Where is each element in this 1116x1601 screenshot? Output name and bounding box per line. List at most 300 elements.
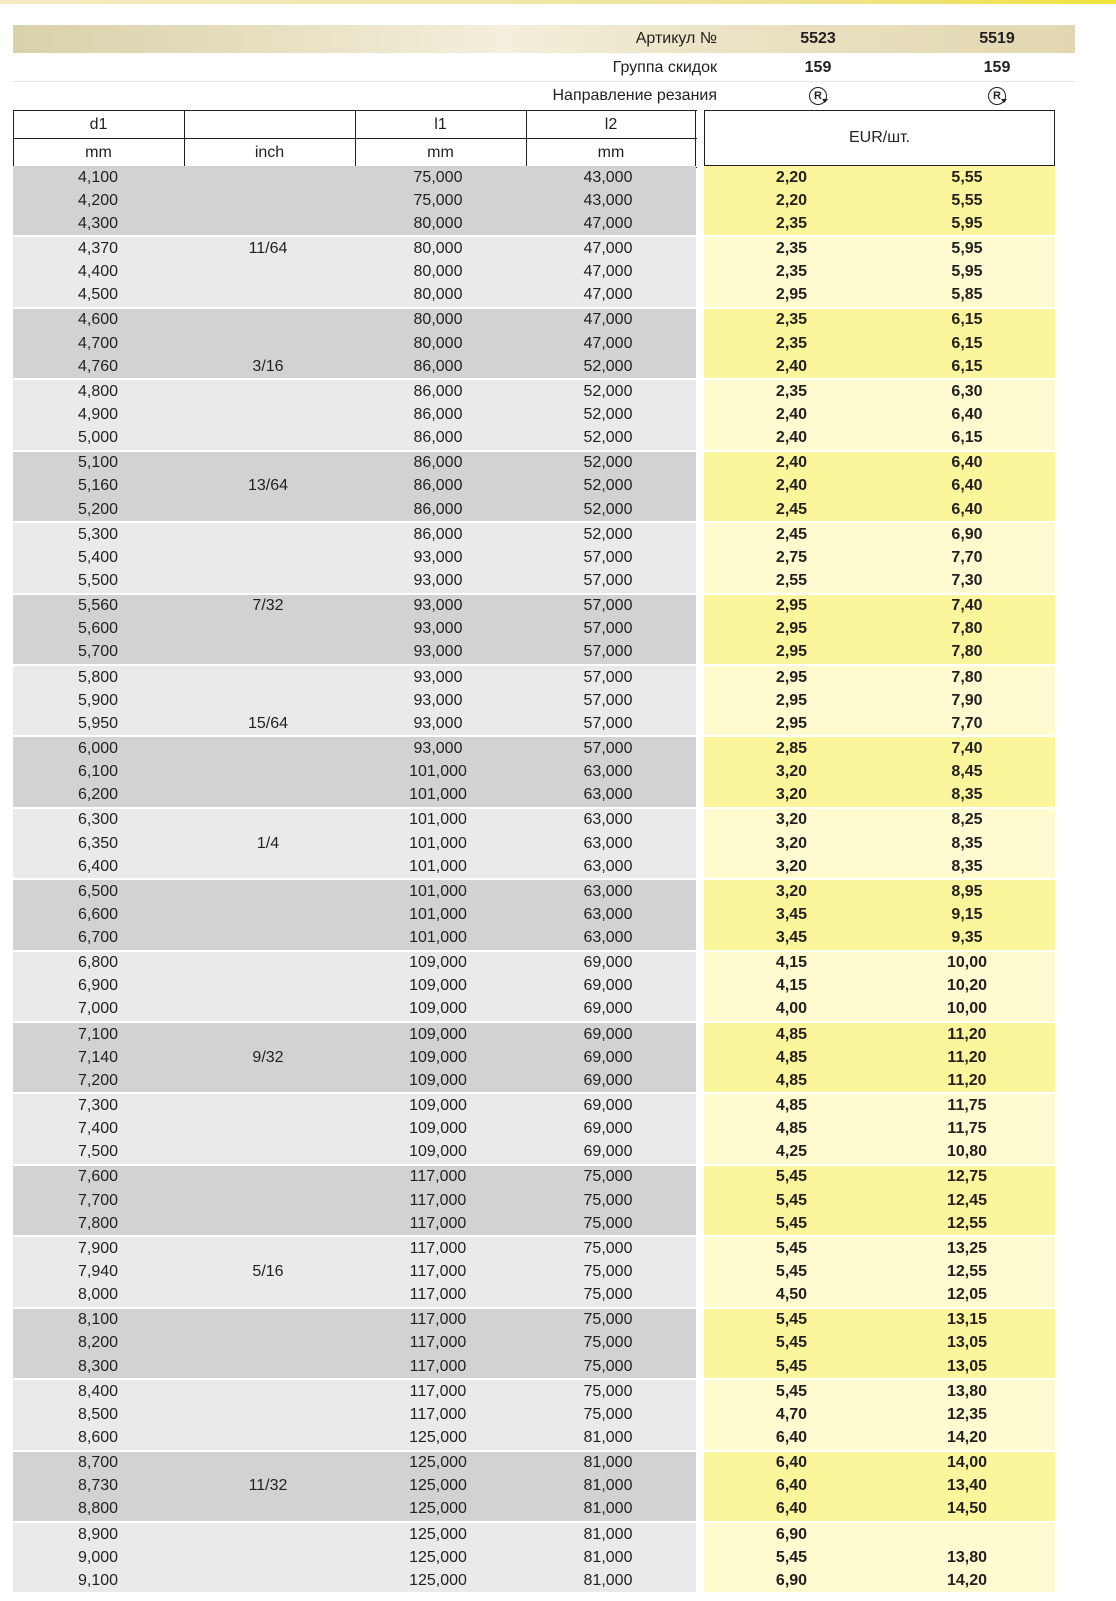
- cell-l2: 57,000: [583, 739, 633, 757]
- cell-l2: 47,000: [583, 286, 633, 304]
- cell-l1: 80,000: [413, 286, 463, 304]
- price-5523: 3,20: [775, 811, 808, 829]
- price-5523: 5,45: [775, 1191, 808, 1209]
- price-row: [704, 1284, 1055, 1307]
- price-5523: 2,35: [775, 382, 808, 400]
- cell-d1: 4,370: [77, 239, 119, 257]
- cell-l2: 69,000: [583, 954, 633, 972]
- cell-l1: 80,000: [413, 214, 463, 232]
- price-5519: 13,05: [946, 1334, 988, 1352]
- cell-d1: 5,700: [77, 643, 119, 661]
- cell-l1: 109,000: [409, 1120, 467, 1138]
- cutting-direction-row: [13, 82, 1075, 109]
- price-5519: 12,45: [946, 1191, 988, 1209]
- price-cells: [704, 1378, 1055, 1449]
- cell-l1: 109,000: [409, 954, 467, 972]
- price-5523: 4,85: [775, 1097, 808, 1115]
- cell-l1: 117,000: [409, 1214, 467, 1232]
- cell-l2: 75,000: [583, 1334, 633, 1352]
- table-row: [13, 1569, 696, 1592]
- price-5519: 12,75: [946, 1168, 988, 1186]
- table-row: [13, 1118, 696, 1141]
- price-5519: 7,70: [951, 548, 983, 566]
- price-5523: 3,20: [775, 786, 808, 804]
- cell-d1: 8,000: [77, 1286, 119, 1304]
- price-5519: 7,40: [951, 597, 983, 615]
- table-row: [13, 1426, 696, 1449]
- price-5523: 4,70: [775, 1405, 808, 1423]
- price-5523: 3,45: [775, 905, 808, 923]
- table-row: [13, 927, 696, 950]
- cell-l2: 75,000: [583, 1239, 633, 1257]
- price-5519: 6,15: [951, 334, 983, 352]
- table-row: [13, 809, 696, 832]
- price-5523: 3,20: [775, 834, 808, 852]
- price-5523: 2,95: [775, 691, 808, 709]
- cell-inch: 3/16: [252, 357, 284, 375]
- price-row: [704, 1237, 1055, 1260]
- cell-l1: 101,000: [409, 882, 467, 900]
- cell-inch: 7/32: [252, 597, 284, 615]
- price-row: [704, 284, 1055, 307]
- cell-l2: 52,000: [583, 429, 633, 447]
- table-row: [13, 1046, 696, 1069]
- cell-l1: 101,000: [409, 929, 467, 947]
- cell-d1: 4,900: [77, 405, 119, 423]
- table-row: [13, 1475, 696, 1498]
- price-5523: 2,40: [775, 405, 808, 423]
- price-5523: 2,95: [775, 620, 808, 638]
- cell-d1: 8,200: [77, 1334, 119, 1352]
- table-row: [13, 855, 696, 878]
- price-5523: 4,50: [775, 1286, 808, 1304]
- cell-l1: 86,000: [413, 477, 463, 495]
- dimension-cells: [13, 521, 696, 592]
- table-row: [13, 1260, 696, 1283]
- cell-l1: 93,000: [413, 548, 463, 566]
- price-5519: 11,75: [947, 1097, 987, 1115]
- cell-l2: 81,000: [583, 1500, 633, 1518]
- price-5519: 7,40: [951, 739, 983, 757]
- cell-d1: 7,400: [77, 1120, 119, 1138]
- table-row: [13, 380, 696, 403]
- price-5523: 2,95: [775, 668, 808, 686]
- dimension-cells: [13, 235, 696, 306]
- cell-d1: 6,500: [77, 882, 119, 900]
- table-row: [13, 355, 696, 378]
- price-5523: 2,55: [775, 571, 808, 589]
- price-5523: 2,95: [775, 286, 808, 304]
- price-5519: 6,40: [951, 500, 983, 518]
- price-row: [704, 784, 1055, 807]
- cell-d1: 6,200: [77, 786, 119, 804]
- price-5523: 6,90: [775, 1525, 808, 1543]
- price-row: [704, 595, 1055, 618]
- dimension-cells: [13, 1450, 696, 1521]
- row-group: [0, 450, 1116, 521]
- cell-l2: 63,000: [583, 834, 633, 852]
- table-row: [13, 761, 696, 784]
- table-row: [13, 1546, 696, 1569]
- col-l1-header: l1: [355, 111, 525, 138]
- price-cells: [704, 1235, 1055, 1306]
- price-row: [704, 1069, 1055, 1092]
- table-row: [13, 1523, 696, 1546]
- price-5523: 5,45: [775, 1214, 808, 1232]
- price-5523: 2,95: [775, 643, 808, 661]
- cell-inch: 9/32: [252, 1048, 284, 1066]
- price-5523: 4,25: [775, 1143, 808, 1161]
- cell-d1: 5,200: [77, 500, 119, 518]
- cell-l2: 81,000: [583, 1454, 633, 1472]
- cell-l2: 43,000: [583, 191, 633, 209]
- cell-l1: 117,000: [409, 1334, 467, 1352]
- article-number-5523: 5523: [800, 30, 836, 47]
- price-5519: 8,35: [951, 786, 983, 804]
- price-cells: [704, 878, 1055, 949]
- cell-l2: 57,000: [583, 714, 633, 732]
- price-row: [704, 403, 1055, 426]
- article-number-5519: 5519: [979, 30, 1015, 47]
- price-5523: 5,45: [775, 1239, 808, 1257]
- price-5523: 2,75: [775, 548, 808, 566]
- price-5519: 13,25: [946, 1239, 988, 1257]
- price-5523: 5,45: [775, 1334, 808, 1352]
- table-row: [13, 1237, 696, 1260]
- cell-l2: 69,000: [583, 1071, 633, 1089]
- table-row: [13, 880, 696, 903]
- table-row: [13, 1189, 696, 1212]
- cell-l1: 117,000: [409, 1168, 467, 1186]
- price-row: [704, 452, 1055, 475]
- table-row: [13, 952, 696, 975]
- table-row: [13, 1284, 696, 1307]
- price-5523: 2,40: [775, 357, 808, 375]
- price-5523: 2,40: [775, 477, 808, 495]
- price-5519: 10,20: [946, 977, 988, 995]
- price-row: [704, 1118, 1055, 1141]
- price-row: [704, 1426, 1055, 1449]
- cell-d1: 4,700: [77, 334, 119, 352]
- discount-group-value-2: 159: [983, 58, 1011, 76]
- cell-l1: 117,000: [409, 1311, 467, 1329]
- price-row: [704, 761, 1055, 784]
- cell-l1: 117,000: [409, 1405, 467, 1423]
- col-l1-unit: mm: [355, 139, 525, 166]
- cell-l2: 52,000: [583, 525, 633, 543]
- dimension-cells: [13, 950, 696, 1021]
- cell-d1: 6,600: [77, 905, 119, 923]
- price-5519: 14,00: [946, 1454, 988, 1472]
- table-row: [13, 1094, 696, 1117]
- dimension-cells: [13, 1307, 696, 1378]
- cell-d1: 7,100: [77, 1025, 119, 1043]
- cell-l2: 75,000: [583, 1191, 633, 1209]
- cell-d1: 7,940: [77, 1263, 119, 1281]
- cell-d1: 5,950: [77, 714, 119, 732]
- cell-d1: 7,800: [77, 1214, 119, 1232]
- cell-l2: 81,000: [583, 1429, 633, 1447]
- cell-d1: 6,000: [77, 739, 119, 757]
- cell-d1: 6,400: [77, 857, 119, 875]
- price-5519: 10,00: [946, 954, 988, 972]
- col-l2-unit: mm: [526, 139, 696, 166]
- price-5523: 3,20: [775, 763, 808, 781]
- cell-d1: 4,100: [77, 168, 119, 186]
- cell-l2: 47,000: [583, 263, 633, 281]
- table-row: [13, 1069, 696, 1092]
- cell-l2: 69,000: [583, 977, 633, 995]
- price-5519: 7,90: [951, 691, 983, 709]
- top-accent-line: [0, 0, 1116, 4]
- dimension-cells: [13, 1021, 696, 1092]
- cell-d1: 8,700: [77, 1454, 119, 1472]
- table-row: [13, 1403, 696, 1426]
- cell-l2: 47,000: [583, 214, 633, 232]
- discount-group-value-1: 159: [804, 58, 832, 76]
- cell-l1: 117,000: [409, 1239, 467, 1257]
- price-5519: 11,75: [947, 1120, 987, 1138]
- price-5523: 2,40: [775, 429, 808, 447]
- cell-l2: 52,000: [583, 405, 633, 423]
- table-row: [13, 903, 696, 926]
- price-cells: [704, 378, 1055, 449]
- cell-d1: 8,900: [77, 1525, 119, 1543]
- table-row: [13, 452, 696, 475]
- table-row: [13, 569, 696, 592]
- discount-group-label: Группа скидок: [612, 58, 717, 76]
- cell-l2: 75,000: [583, 1168, 633, 1186]
- row-group: [0, 166, 1116, 235]
- price-5523: 4,85: [775, 1120, 808, 1138]
- cell-l2: 63,000: [583, 763, 633, 781]
- price-row: [704, 1452, 1055, 1475]
- price-5519: 8,35: [951, 834, 983, 852]
- cell-d1: 4,400: [77, 263, 119, 281]
- price-row: [704, 927, 1055, 950]
- price-5523: 5,45: [775, 1263, 808, 1281]
- table-row: [13, 1380, 696, 1403]
- cell-l1: 117,000: [409, 1263, 467, 1281]
- row-group: [0, 878, 1116, 949]
- cell-l2: 75,000: [583, 1286, 633, 1304]
- cell-d1: 8,800: [77, 1500, 119, 1518]
- row-group: [0, 1521, 1116, 1592]
- price-5523: 2,95: [775, 714, 808, 732]
- col-d1-unit: mm: [13, 139, 183, 166]
- price-5523: 2,35: [775, 239, 808, 257]
- price-row: [704, 1189, 1055, 1212]
- price-5519: 6,40: [951, 454, 983, 472]
- price-5519: 11,20: [947, 1048, 987, 1066]
- cell-l1: 93,000: [413, 739, 463, 757]
- cell-l2: 75,000: [583, 1405, 633, 1423]
- cell-l1: 109,000: [409, 977, 467, 995]
- cell-l1: 101,000: [409, 857, 467, 875]
- row-group: [0, 807, 1116, 878]
- cell-l1: 101,000: [409, 786, 467, 804]
- price-5519: 7,80: [951, 620, 983, 638]
- table-row: [13, 595, 696, 618]
- col-inch-header: [184, 111, 354, 138]
- table-row: [13, 237, 696, 260]
- cell-l2: 63,000: [583, 811, 633, 829]
- price-5519: 8,25: [951, 811, 983, 829]
- cell-l1: 86,000: [413, 382, 463, 400]
- price-5519: 6,30: [951, 382, 983, 400]
- price-5519: 12,35: [946, 1405, 988, 1423]
- cell-l2: 63,000: [583, 882, 633, 900]
- cell-l1: 125,000: [409, 1571, 467, 1589]
- cell-l2: 75,000: [583, 1382, 633, 1400]
- cell-d1: 5,600: [77, 620, 119, 638]
- table-row: [13, 1141, 696, 1164]
- price-row: [704, 1309, 1055, 1332]
- price-cells: [704, 1307, 1055, 1378]
- cell-l2: 69,000: [583, 1025, 633, 1043]
- cell-d1: 6,900: [77, 977, 119, 995]
- row-group: [0, 1092, 1116, 1163]
- price-row: [704, 952, 1055, 975]
- cell-l1: 109,000: [409, 1025, 467, 1043]
- price-row: [704, 1141, 1055, 1164]
- cell-d1: 4,800: [77, 382, 119, 400]
- row-group: [0, 521, 1116, 592]
- table-row: [13, 689, 696, 712]
- price-5519: 6,15: [951, 311, 983, 329]
- cell-l2: 81,000: [583, 1477, 633, 1495]
- cell-l2: 81,000: [583, 1548, 633, 1566]
- price-cells: [704, 950, 1055, 1021]
- cell-l2: 63,000: [583, 929, 633, 947]
- price-5519: 14,50: [946, 1500, 988, 1518]
- cell-d1: 6,700: [77, 929, 119, 947]
- cell-l2: 69,000: [583, 1143, 633, 1161]
- table-row: [13, 712, 696, 735]
- table-row: [13, 546, 696, 569]
- price-5519: 6,40: [951, 477, 983, 495]
- price-5523: 4,85: [775, 1025, 808, 1043]
- price-row: [704, 189, 1055, 212]
- price-row: [704, 641, 1055, 664]
- price-5519: 6,90: [951, 525, 983, 543]
- price-5519: 5,95: [951, 263, 983, 281]
- dimension-cells: [13, 664, 696, 735]
- cell-l1: 80,000: [413, 311, 463, 329]
- cell-d1: 6,800: [77, 954, 119, 972]
- price-cells: [704, 1521, 1055, 1592]
- cell-inch: 13/64: [247, 477, 289, 495]
- cell-d1: 5,000: [77, 429, 119, 447]
- price-5519: 11,20: [947, 1025, 987, 1043]
- cell-l1: 93,000: [413, 668, 463, 686]
- price-5519: 8,45: [951, 763, 983, 781]
- price-5523: 2,45: [775, 525, 808, 543]
- price-5523: 2,20: [775, 168, 808, 186]
- price-5523: 6,40: [775, 1477, 808, 1495]
- price-5523: 3,45: [775, 929, 808, 947]
- cell-l1: 117,000: [409, 1191, 467, 1209]
- price-row: [704, 261, 1055, 284]
- cell-l2: 63,000: [583, 905, 633, 923]
- cell-d1: 5,160: [77, 477, 119, 495]
- row-group: [0, 664, 1116, 735]
- col-l2-header: l2: [526, 111, 696, 138]
- price-5523: 5,45: [775, 1382, 808, 1400]
- price-5523: 4,15: [775, 954, 808, 972]
- price-5519: 6,15: [951, 357, 983, 375]
- price-5523: 6,90: [775, 1571, 808, 1589]
- cell-l2: 75,000: [583, 1263, 633, 1281]
- dimension-cells: [13, 1164, 696, 1235]
- cell-l2: 47,000: [583, 334, 633, 352]
- cell-l1: 93,000: [413, 571, 463, 589]
- cell-l1: 109,000: [409, 1048, 467, 1066]
- price-5523: 2,35: [775, 263, 808, 281]
- cell-d1: 7,500: [77, 1143, 119, 1161]
- cell-d1: 4,200: [77, 191, 119, 209]
- cell-l2: 52,000: [583, 454, 633, 472]
- column-header: [13, 110, 697, 168]
- cell-l2: 43,000: [583, 168, 633, 186]
- price-5519: 10,80: [946, 1143, 988, 1161]
- price-cells: [704, 450, 1055, 521]
- cell-l1: 93,000: [413, 691, 463, 709]
- price-table-body: [0, 166, 1116, 1592]
- cell-l1: 75,000: [413, 168, 463, 186]
- price-row: [704, 1569, 1055, 1592]
- cell-d1: 5,500: [77, 571, 119, 589]
- price-5523: 4,15: [775, 977, 808, 995]
- cell-d1: 7,200: [77, 1071, 119, 1089]
- cell-d1: 5,800: [77, 668, 119, 686]
- price-row: [704, 1332, 1055, 1355]
- price-5523: 2,95: [775, 597, 808, 615]
- cell-l1: 109,000: [409, 1000, 467, 1018]
- price-row: [704, 1546, 1055, 1569]
- price-5523: 3,20: [775, 882, 808, 900]
- cell-l1: 86,000: [413, 500, 463, 518]
- price-5519: 13,05: [946, 1357, 988, 1375]
- table-row: [13, 1166, 696, 1189]
- table-row: [13, 284, 696, 307]
- cell-l1: 109,000: [409, 1097, 467, 1115]
- cell-l1: 80,000: [413, 239, 463, 257]
- discount-group-row: [13, 54, 1075, 82]
- cell-d1: 7,700: [77, 1191, 119, 1209]
- dimension-cells: [13, 450, 696, 521]
- price-cells: [704, 1164, 1055, 1235]
- cell-d1: 7,140: [77, 1048, 119, 1066]
- cell-l2: 52,000: [583, 382, 633, 400]
- cell-l2: 57,000: [583, 548, 633, 566]
- table-row: [13, 332, 696, 355]
- dimension-cells: [13, 1092, 696, 1163]
- price-cells: [704, 807, 1055, 878]
- price-cells: [704, 1021, 1055, 1092]
- price-row: [704, 998, 1055, 1021]
- dimension-cells: [13, 1235, 696, 1306]
- price-row: [704, 355, 1055, 378]
- dimension-cells: [13, 307, 696, 378]
- cell-l1: 125,000: [409, 1500, 467, 1518]
- cell-d1: 5,900: [77, 691, 119, 709]
- cell-l1: 86,000: [413, 525, 463, 543]
- price-5519: 6,40: [951, 405, 983, 423]
- cell-l2: 52,000: [583, 357, 633, 375]
- price-5523: 5,45: [775, 1311, 808, 1329]
- row-group: [0, 307, 1116, 378]
